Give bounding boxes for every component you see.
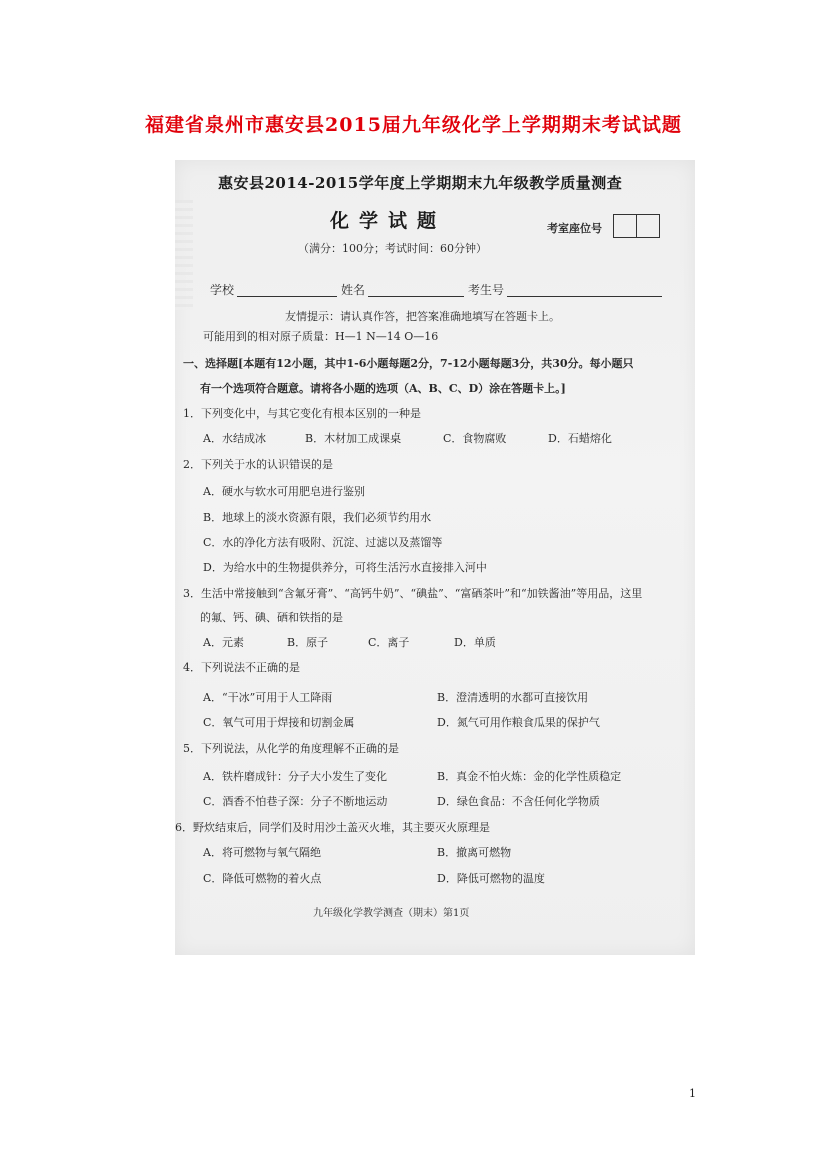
question-4-option-b: B．澄清透明的水都可直接饮用 xyxy=(437,691,589,704)
seat-number-label: 考室座位号 xyxy=(547,222,602,235)
section1-instructions-line1: 一、选择题[本题有12小题，其中1-6小题每题2分，7-12小题每题3分，共30分。每小题只 xyxy=(183,357,634,370)
page-number: 1 xyxy=(689,1087,696,1100)
question-3-option-b: B．原子 xyxy=(287,636,329,649)
friendly-tip: 友情提示：请认真作答，把答案准确地填写在答题卡上。 xyxy=(285,310,560,323)
question-4-option-d: D．氮气可用作粮食瓜果的保护气 xyxy=(437,716,600,729)
student-id-blank xyxy=(507,296,662,297)
question-1-option-b: B．木材加工成课桌 xyxy=(305,432,402,445)
question-1-option-d: D．石蜡熔化 xyxy=(548,432,612,445)
question-2-option-c: C．水的净化方法有吸附、沉淀、过滤以及蒸馏等 xyxy=(203,536,443,549)
student-id-label: 考生号 xyxy=(468,283,505,297)
question-3-stem-line1: 3．生活中常接触到“含氟牙膏”、“高钙牛奶”、“碘盐”、“富硒茶叶”和“加铁酱油”等用品，这里 xyxy=(183,587,643,600)
section1-instructions-line2: 有一个选项符合题意。请将各小题的选项（A、B、C、D）涂在答题卡上。] xyxy=(200,382,566,395)
question-4-option-a: A．“干冰”可用于人工降雨 xyxy=(203,691,333,704)
question-5-option-b: B．真金不怕火炼：金的化学性质稳定 xyxy=(437,770,622,783)
question-6-option-d: D．降低可燃物的温度 xyxy=(437,872,545,885)
question-1-stem: 1．下列变化中，与其它变化有根本区别的一种是 xyxy=(183,407,421,420)
scanned-exam-page xyxy=(175,160,695,955)
document-title: 福建省泉州市惠安县2015届九年级化学上学期期末考试试题 xyxy=(145,114,682,136)
question-2-stem: 2．下列关于水的认识错误的是 xyxy=(183,458,333,471)
question-5-stem: 5．下列说法，从化学的角度理解不正确的是 xyxy=(183,742,399,755)
question-4-option-c: C．氧气可用于焊接和切割金属 xyxy=(203,716,355,729)
school-blank xyxy=(237,296,337,297)
question-1-option-c: C．食物腐败 xyxy=(443,432,507,445)
question-1-option-a: A．水结成冰 xyxy=(203,432,266,445)
question-6-option-c: C．降低可燃物的着火点 xyxy=(203,872,322,885)
atomic-mass-note: 可能用到的相对原子质量：H—1 N—14 O—16 xyxy=(203,330,439,343)
question-2-option-d: D．为给水中的生物提供养分，可将生活污水直接排入河中 xyxy=(203,561,487,574)
seat-number-box-2 xyxy=(636,214,660,238)
school-label: 学校 xyxy=(210,283,235,297)
question-5-option-c: C．酒香不怕巷子深：分子不断地运动 xyxy=(203,795,388,808)
question-2-option-a: A．硬水与软水可用肥皂进行鉴别 xyxy=(203,485,365,498)
name-label: 姓名 xyxy=(341,283,366,297)
name-blank xyxy=(368,296,464,297)
question-6-option-a: A．将可燃物与氧气隔绝 xyxy=(203,846,321,859)
question-3-option-a: A．元素 xyxy=(203,636,244,649)
question-3-option-c: C．离子 xyxy=(368,636,410,649)
question-4-stem: 4．下列说法不正确的是 xyxy=(183,661,300,674)
question-5-option-d: D．绿色食品：不含任何化学物质 xyxy=(437,795,600,808)
question-3-option-d: D．单质 xyxy=(454,636,496,649)
question-6-option-b: B．撤离可燃物 xyxy=(437,846,512,859)
question-5-option-a: A．铁杵磨成针：分子大小发生了变化 xyxy=(203,770,387,783)
exam-meta: （满分：100分；考试时间：60分钟） xyxy=(298,242,487,255)
subject-title: 化学试题 xyxy=(330,210,447,232)
question-6-stem: 6．野炊结束后，同学们及时用沙土盖灭火堆，其主要灭火原理是 xyxy=(175,821,490,834)
scan-page-footer: 九年级化学教学测查（期末）第1页 xyxy=(313,908,470,919)
seat-number-box-1 xyxy=(613,214,637,238)
question-2-option-b: B．地球上的淡水资源有限，我们必须节约用水 xyxy=(203,511,432,524)
question-3-stem-line2: 的氟、钙、碘、硒和铁指的是 xyxy=(200,611,343,624)
exam-header: 惠安县2014-2015学年度上学期期末九年级教学质量测查 xyxy=(218,174,623,192)
